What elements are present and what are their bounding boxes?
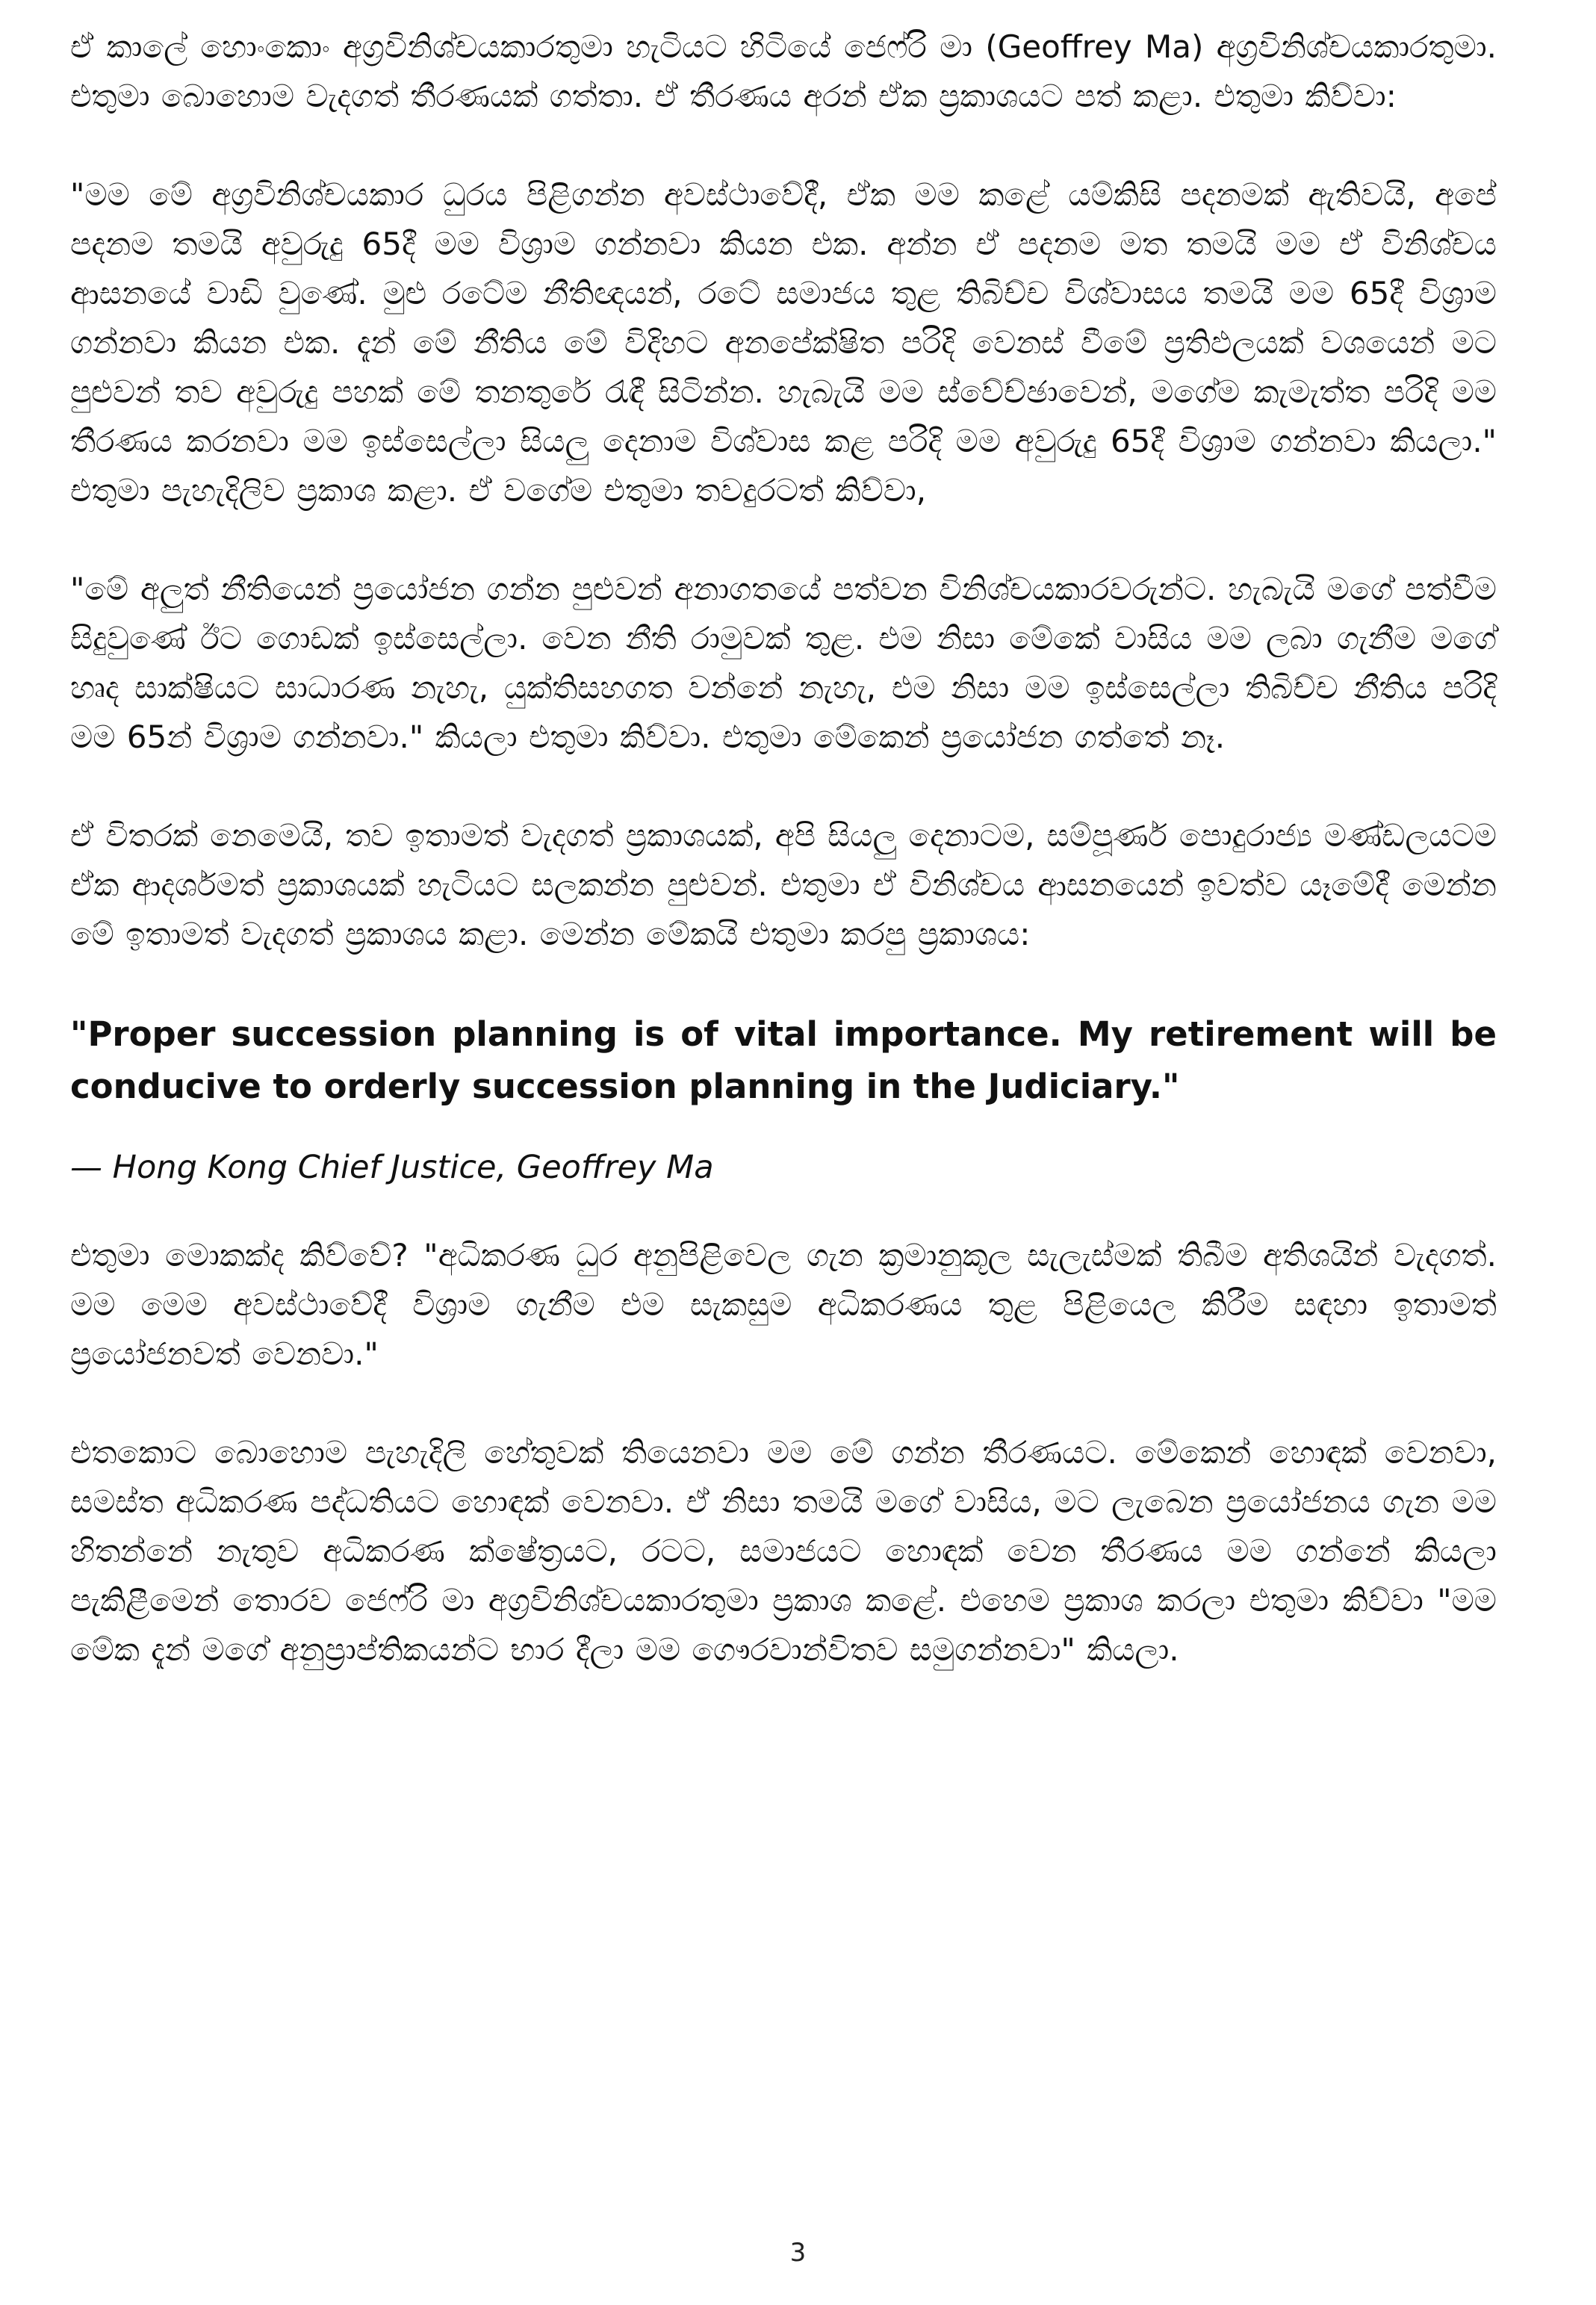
paragraph-retirement-statement: "මම මේ අග්‍රවිනිශ්චයකාර ධුරය පිළිගන්න අවස්ථාවේදී, ඒක මම කළේ යම්කිසි පදනමක් ඇතිවයි, අපේ පදනම තමයි අවුරුදු 65දී මම විශ්‍රාම ගන්නවා කියන එක. අන්න ඒ පදනම මත තමයි මම ඒ විනිශ්චය ආසනයේ වාඩි වුණේ. මුළු රටේම නීතිඥයන්, රටේ සමාජය තුළ තිබිච්ච විශ්වාසය තමයි මම 65දී විශ්‍රාම ගන්නවා කියන එක. දැන් මේ නීතිය මේ විදිහට අනපේක්ෂිත පරිදි වෙනස් වීමේ ප්‍රතිඵලයක් වශයෙන් මට පුළුවන් තව අවුරුදු පහක් මේ තනතුරේ රැඳී සිටින්න. හැබැයි මම ස්වේච්ඡාවෙන්, මගේම කැමැත්ත පරිදි මම තීරණය කරනවා මම ඉස්සෙල්ලා සියලු දෙනාම විශ්වාස කළ පරිදි මම අවුරුදු 65දී විශ්‍රාම ගන්නවා කියලා." එතුමා පැහැදිලිව ප්‍රකාශ කළා. ඒ වගේම එතුමා තවදුරටත් කිව්වා,	[70, 176, 1497, 509]
paragraph-spacer	[70, 959, 1497, 1008]
page-number: 3	[789, 2238, 807, 2268]
paragraph-spacer	[70, 1379, 1497, 1428]
paragraph-spacer	[70, 121, 1497, 170]
english-quote: "Proper succession planning is of vital importance. My retirement will be conducive to orderly succession planning in the Judiciary."	[70, 1014, 1497, 1106]
paragraph-spacer	[70, 1192, 1497, 1231]
paragraph-spacer	[70, 762, 1497, 811]
paragraph-important-statement: ඒ විතරක් නෙමෙයි, තව ඉතාමත් වැදගත් ප්‍රකාශයක්, අපි සියලු දෙනාටම, සම්පූර්ණ පොදුරාජ්‍ය මණ්ඩලයටම ඒක ආදර්ශමත් ප්‍රකාශයක් හැටියට සලකන්න පුළුවන්. එතුමා ඒ විනිශ්චය ආසනයෙන් ඉවත්ව යෑමේදී මෙන්න මේ ඉතාමත් වැදගත් ප්‍රකාශය කළා. මෙන්න මේකයි එතුමා කරපු ප්‍රකාශය:	[70, 817, 1497, 952]
paragraph-spacer	[70, 515, 1497, 565]
paragraph-conclusion: එතකොට බොහොම පැහැදිලි හේතුවක් තියෙනවා මම මේ ගන්න තීරණයට. මේකෙන් හොඳක් වෙනවා, සමස්ත අධිකරණ පද්ධතියට හොඳක් වෙනවා. ඒ නිසා තමයි මගේ වාසිය, මට ලැබෙන ප්‍රයෝජනය ගැන මම හිතන්නේ නැතුව අධිකරණ ක්ෂේත්‍රයට, රටට, සමාජයට හොඳක් වෙන තීරණය මම ගන්නේ කියලා පැකිළීමෙන් තොරව ජෙෆ්රි මා අග්‍රවිනිශ්චයකාරතුමා ප්‍රකාශ කළේ. එහෙම ප්‍රකාශ කරලා එතුමා කිව්වා "මම මේක දැන් මගේ අනුප්‍රාප්තිකයන්ට භාර දීලා මම ගෞරවාන්විතව සමුගන්නවා" කියලා.	[70, 1434, 1497, 1668]
paragraph-new-law: "මේ අලුත් නීතියෙන් ප්‍රයෝජන ගන්න පුළුවන් අනාගතයේ පත්වන විනිශ්චයකාරවරුන්ට. හැබැයි මගේ පත්වීම සිදුවුණේ ඊට ගොඩක් ඉස්සෙල්ලා. වෙන නීති රාමුවක් තුළ. එම නිසා මේකේ වාසිය මම ලබා ගැනීම මගේ හෘද සාක්ෂියට සාධාරණ නැහැ, යුක්තිසහගත වන්නේ නැහැ, එම නිසා මම ඉස්සෙල්ලා තිබිච්ච නීතිය පරිදි මම 65න් විශ්‍රාම ගන්නවා." කියලා එතුමා කිව්වා. එතුමා මේකෙන් ප්‍රයෝජන ගත්තේ නෑ.	[70, 571, 1497, 755]
paragraph-what-he-said: එතුමා මොකක්ද කිව්වේ? "අධිකරණ ධුර අනුපිළිවෙල ගැන ක්‍රමානුකූල සැලැස්මක් තිබීම අතිශයින් වැදගත්. මම මෙම අවස්ථාවේදී විශ්‍රාම ගැනීම එම සැකසුම අධිකරණය තුළ පිළියෙල කිරීම සඳහා ඉතාමත් ප්‍රයෝජනවත් වෙනවා."	[70, 1237, 1497, 1372]
document-page	[70, 22, 1497, 1675]
paragraph-intro: ඒ කාලේ හොංකොං අග්‍රවිනිශ්චයකාරතුමා හැටියට හිටියේ ජෙෆ්රි මා (Geoffrey Ma) අග්‍රවිනිශ්චයකාරතුමා. එතුමා බොහොම වැදගත් තීරණයක් ගත්තා. ඒ තීරණය අරන් ඒක ප්‍රකාශයට පත් කළා. එතුමා කිව්වා:	[70, 28, 1497, 114]
quote-attribution: — Hong Kong Chief Justice, Geoffrey Ma	[70, 1149, 714, 1186]
quote-spacer	[70, 1113, 1497, 1143]
